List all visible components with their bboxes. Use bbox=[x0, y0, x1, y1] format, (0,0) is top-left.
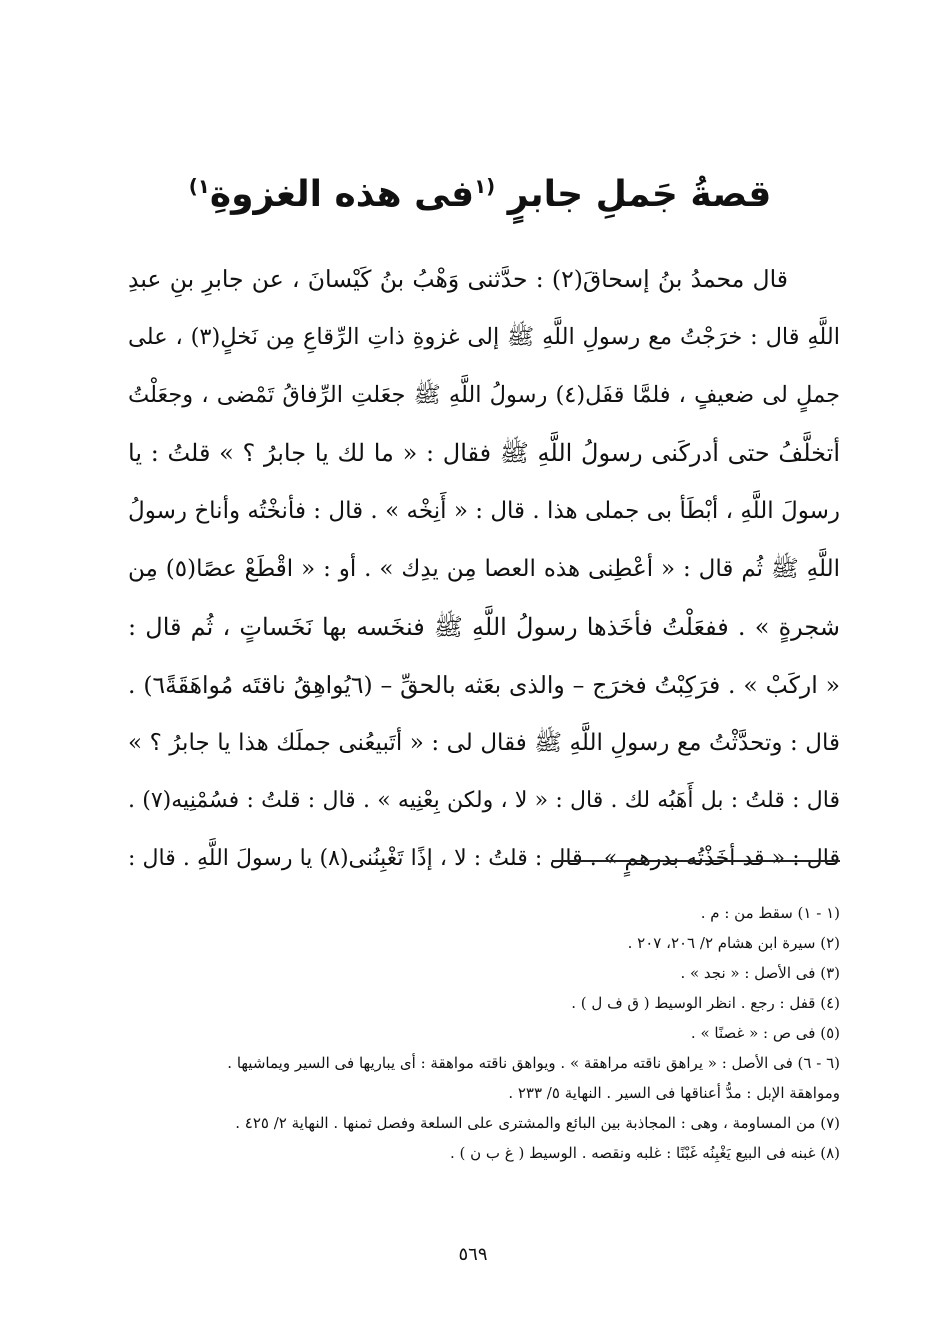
footnote-separator bbox=[552, 860, 840, 862]
footnote: (٢) سيرة ابن هشام ٢/ ٢٠٦، ٢٠٧ . bbox=[627, 934, 840, 952]
title-text-part2: فى هذه الغزوةِ bbox=[209, 174, 475, 216]
text-line: أتخلَّفُ حتى أدركَنى رسولُ اللَّهِ ﷺ فقال : « ما لك يا جابرُ ؟ » قلتُ : يا bbox=[128, 439, 840, 467]
text-line: جملٍ لى ضعيفٍ ، فلمَّا قفَل(٤) رسولُ اللَّهِ ﷺ جعَلتِ الرِّفاقُ تَمْضى ، وجعَلْتُ bbox=[128, 382, 840, 408]
text-line: « اركَبْ » . فرَكِبْتُ فخرَج – والذى بعَثه بالحقِّ – (٦يُواهِقُ ناقتَه مُواهَقَةً٦) . bbox=[128, 671, 840, 699]
main-text bbox=[128, 250, 840, 888]
footnotes bbox=[128, 898, 840, 1168]
text-line: اللَّهِ قال : خرَجْتُ مع رسولِ اللَّهِ ﷺ إلى غزوةِ ذاتِ الرِّقاعِ مِن نَخلٍ(٣) ، على bbox=[128, 324, 840, 350]
footnote: (٦ - ٦) فى الأصل : « يراهق ناقته مراهقة » . ويواهق ناقته مواهقة : أى يباريها فى السير ويماشيها . bbox=[227, 1054, 840, 1072]
title-footnote-open: (١ bbox=[474, 175, 496, 199]
title-footnote-close: ١) bbox=[188, 175, 210, 199]
chapter-title bbox=[130, 167, 830, 223]
text-line: قال محمدُ بنُ إسحاقَ(٢) : حدَّثنى وَهْبُ بنُ كَيْسانَ ، عن جابرِ بنِ عبدِ bbox=[128, 265, 788, 293]
title-text-part1: قصةُ جَملِ جابرٍ bbox=[495, 174, 772, 216]
footnote: (٣) فى الأصل : « نجد » . bbox=[680, 964, 840, 982]
text-line: قال : وتحدَّثْتُ مع رسولِ اللَّهِ ﷺ فقال لى : « أتَبيعُنى جملَك هذا يا جابرُ ؟ » bbox=[128, 730, 840, 756]
text-line: اللَّهِ ﷺ ثُم قال : « أعْطِنى هذه العصا مِن يدِك » . أو : « اقْطَعْ عصًا(٥) مِن bbox=[128, 556, 840, 582]
page-number: ٥٦٩ bbox=[458, 1244, 488, 1265]
footnote: ومواهقة الإبل : مدُّ أعناقها فى السير . النهاية ٥/ ٢٣٣ . bbox=[508, 1084, 840, 1102]
footnote: (٧) من المساومة ، وهى : المجاذبة بين البائع والمشترى على السلعة وفصل ثمنها . النهاية ٢/ ٤٢٥ . bbox=[235, 1114, 840, 1132]
footnote: (٨) غبنه فى البيع يَغْبِنُه غَبْنًا : غلبه ونقصه . الوسيط ( غ ب ن ) . bbox=[449, 1144, 840, 1162]
text-line: شجرةٍ » . ففعَلْتُ فأخَذها رسولُ اللَّهِ ﷺ فنخَسه بها نَخَساتٍ ، ثُم قال : bbox=[128, 613, 840, 641]
text-line: قال : « قد أخَذْتُه بدرهمٍ » . قال : قلتُ : لا ، إذًا تَغْبِنُنى(٨) يا رسولَ اللَّهِ . قال : bbox=[128, 846, 840, 871]
text-line: قال : قلتُ : بل أَهَبُه لك . قال : « لا ، ولكن بِعْنِيه » . قال : قلتُ : فسُمْنِيه(٧) . bbox=[128, 788, 840, 813]
footnote: (٤) قفل : رجع . انظر الوسيط ( ق ف ل ) . bbox=[571, 994, 840, 1012]
footnote: (١ - ١) سقط من : م . bbox=[700, 904, 840, 922]
text-line: رسولَ اللَّهِ ، أبْطَأ بى جملى هذا . قال : « أَنِخْه » . قال : فأنخْتُه وأناخ رسولُ bbox=[128, 498, 840, 524]
footnote: (٥) فى ص : « غصنًا » . bbox=[690, 1024, 840, 1042]
